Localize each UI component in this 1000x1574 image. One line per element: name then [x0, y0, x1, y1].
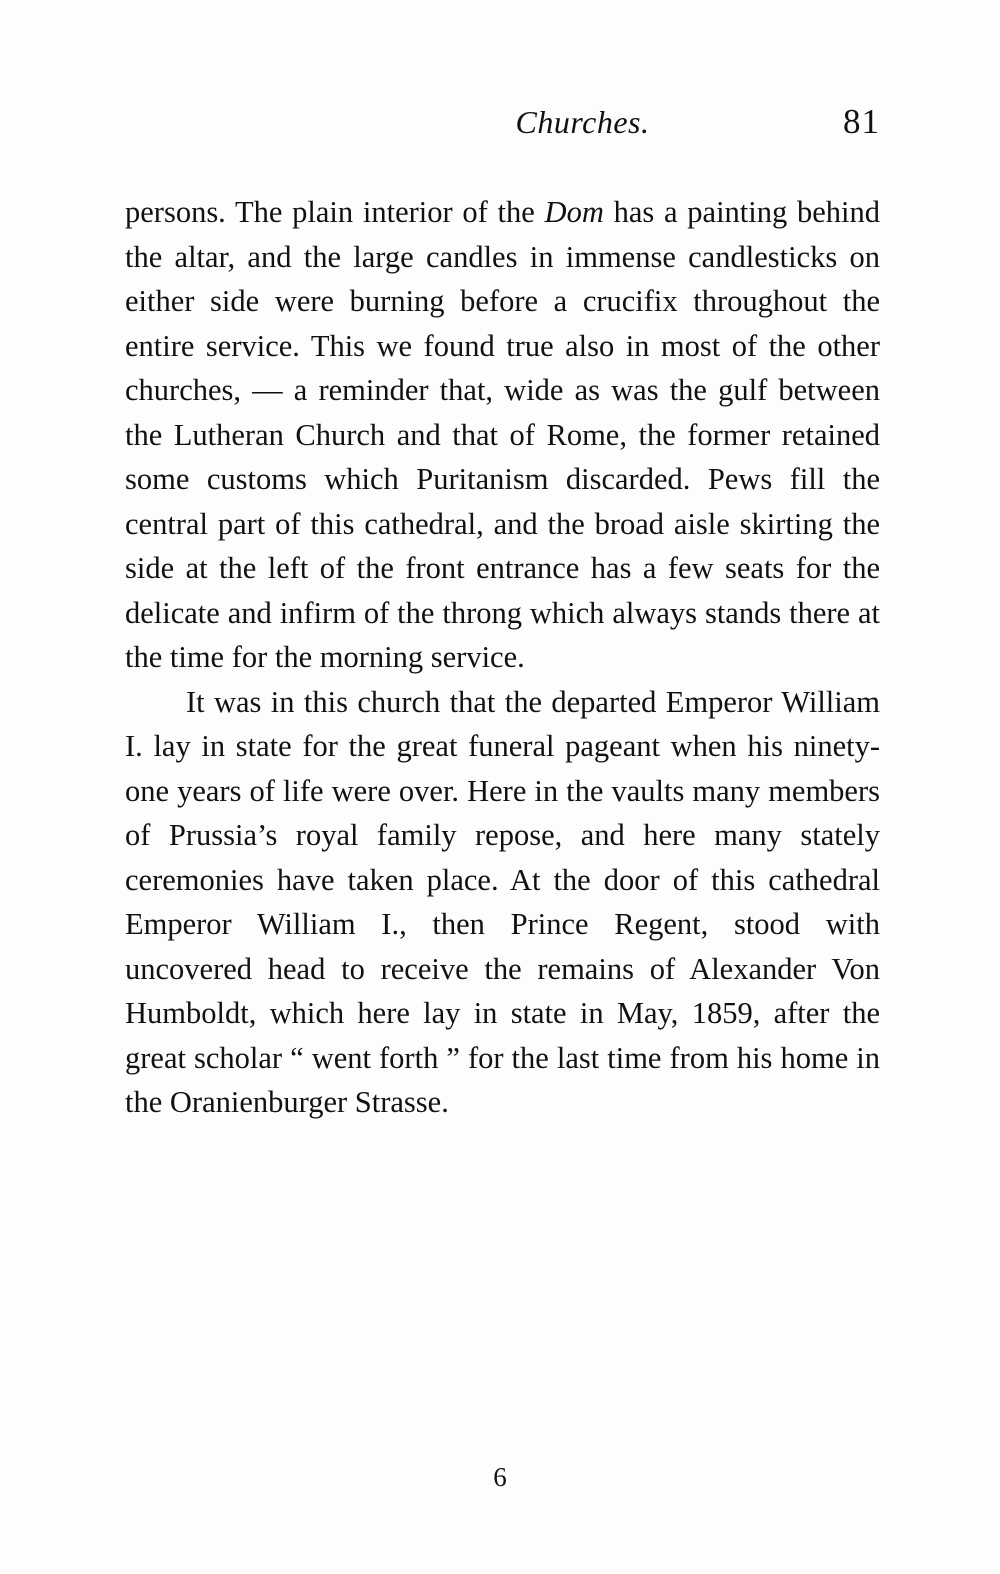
paragraph-1-segment-1: persons. The plain interior of the [125, 195, 545, 229]
paragraph-1-italic-term: Dom [544, 195, 604, 229]
paragraph-1-segment-2: has a painting behind the altar, and the large candles in immense candlesticks on either side were burning before a crucifix throughout the entire service. This we found true also in most of the other churches, — a reminder that, wide as was the gulf between the Lutheran Church and that of Rome, the former retained some customs which Puritanism discarded. Pews fill the central part of this cathedral, and the broad aisle skirting the side at the left of the front entrance has a few seats for the delicate and infirm of the throng which always stands there at the time for the morning service. [125, 195, 880, 674]
paragraph-1 [125, 190, 880, 680]
page-number: 81 [843, 102, 880, 141]
paragraph-2 [125, 680, 880, 1125]
page-header [125, 104, 880, 152]
running-title: Churches. [515, 104, 650, 140]
paragraph-2-segment-1: It was in this church that the departed Emperor William I. lay in state for the great funeral pageant when his ninety-one years of life were over. Here in the vaults many members of Prussia’s royal family repose, and here many stately ceremonies have taken place. At the door of this cathedral Emperor William I., then Prince Regent, stood with uncovered head to receive the remains of Alexander Von Humboldt, which here lay in state in May, 1859, after the great scholar “ went forth ” for the last time from his home in the Oranienburger Strasse. [125, 684, 880, 1119]
signature-mark: 6 [493, 1462, 507, 1492]
page-body [125, 190, 880, 1125]
